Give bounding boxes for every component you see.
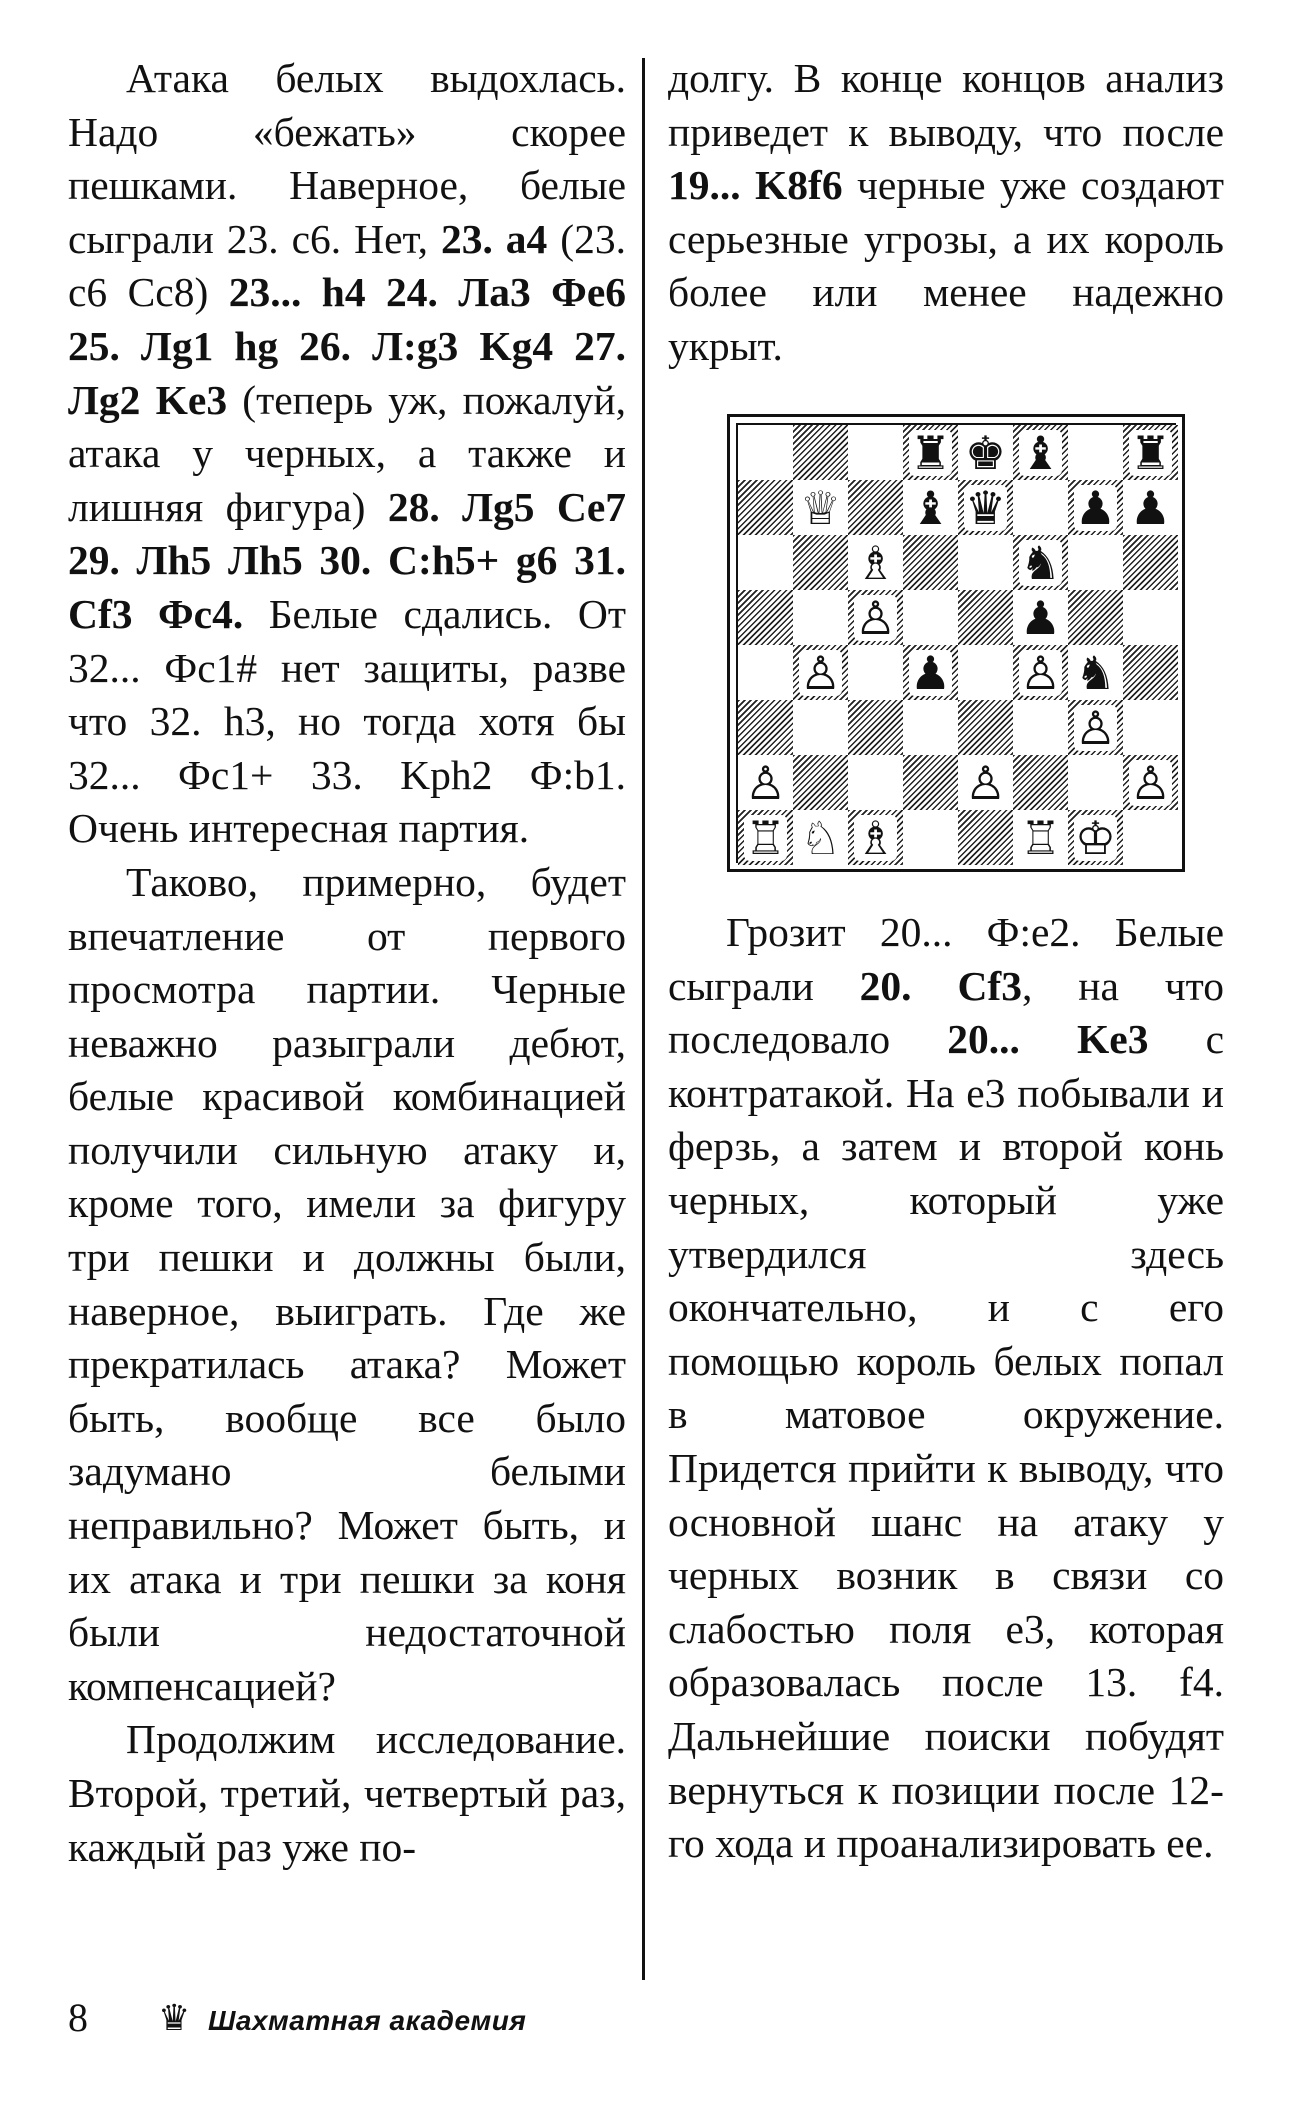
paragraph-analysis-conclusion [668, 52, 1224, 374]
square-g7 [1068, 480, 1123, 535]
square-b5 [793, 590, 848, 645]
chess-piece-icon: ♞ [1074, 645, 1117, 700]
square-f1 [1013, 810, 1068, 865]
square-c3 [848, 700, 903, 755]
square-d7 [903, 480, 958, 535]
move-notation: 23. a4 [440, 215, 548, 262]
square-c1 [848, 810, 903, 865]
page-number: 8 [68, 1995, 88, 2040]
chess-piece-icon: ♟ [909, 645, 952, 700]
chess-piece-icon: ♟ [1129, 480, 1172, 535]
square-c2 [848, 755, 903, 810]
left-column [68, 52, 626, 1874]
text-run: с контратакой. На e3 побывали и ферзь, а затем и второй конь черных, который уже утвердился здесь окончательно, и с его помощью король белых попал в матовое окружение. Придется прийти к выводу, что основной шанс на атаку у черных возник в связи со слабостью поля e3, которая образовалась после 13. f4. Дальнейшие поиски побудят вернуться к позиции после 12-го хода и проанализировать ее. [668, 1016, 1225, 1867]
square-a5 [738, 590, 793, 645]
square-e6 [958, 535, 1013, 590]
chess-piece-icon: ♘ [799, 810, 842, 865]
square-f4 [1013, 645, 1068, 700]
series-title: Шахматная академия [208, 2005, 527, 2036]
square-e2 [958, 755, 1013, 810]
square-g3 [1068, 700, 1123, 755]
square-h8 [1123, 425, 1178, 480]
square-a2 [738, 755, 793, 810]
chess-piece-icon: ♙ [1129, 755, 1172, 810]
chessboard [736, 423, 1176, 863]
square-g4 [1068, 645, 1123, 700]
text-run: Белые сдались. От 32... Фс1# нет защиты, разве что 32. h3, но тогда хотя бы 32... Фс1+ 33. Kph2 Ф:b1. Очень интересная партия. [68, 590, 626, 852]
square-d4 [903, 645, 958, 700]
text-run: Атака белых выдохлась. Надо «бежать» скорее пешками. Наверное, белые сыграли 23. c6. Нет, [68, 55, 626, 262]
square-b3 [793, 700, 848, 755]
chess-piece-icon: ♟ [1074, 480, 1117, 535]
right-column-top [668, 52, 1224, 374]
chess-piece-icon: ♛ [964, 480, 1007, 535]
square-f6 [1013, 535, 1068, 590]
text-run: Грозит 20... Ф:e2. Белые сыграли [668, 909, 1224, 1009]
paragraph-game-moves [68, 52, 626, 856]
chess-piece-icon: ♕ [799, 480, 842, 535]
chess-piece-icon: ♙ [854, 590, 897, 645]
square-f5 [1013, 590, 1068, 645]
chess-diagram [727, 414, 1185, 872]
move-notation: 20... Ke3 [947, 1016, 1149, 1063]
square-e1 [958, 810, 1013, 865]
chess-piece-icon: ♝ [1019, 425, 1062, 480]
square-a8 [738, 425, 793, 480]
square-e3 [958, 700, 1013, 755]
chess-piece-icon: ♜ [1129, 425, 1172, 480]
square-f2 [1013, 755, 1068, 810]
square-a3 [738, 700, 793, 755]
chess-piece-icon: ♔ [1074, 810, 1117, 865]
square-g2 [1068, 755, 1123, 810]
chess-piece-icon: ♚ [964, 425, 1007, 480]
square-d5 [903, 590, 958, 645]
page-footer [68, 1993, 768, 2053]
square-h3 [1123, 700, 1178, 755]
square-e7 [958, 480, 1013, 535]
square-b6 [793, 535, 848, 590]
chess-piece-icon: ♙ [799, 645, 842, 700]
chess-piece-icon: ♜ [909, 425, 952, 480]
square-h1 [1123, 810, 1178, 865]
square-d6 [903, 535, 958, 590]
square-f3 [1013, 700, 1068, 755]
chess-piece-icon: ♞ [1019, 535, 1062, 590]
square-e8 [958, 425, 1013, 480]
square-d3 [903, 700, 958, 755]
chess-piece-icon: ♙ [744, 755, 787, 810]
text-run: черные уже создают серьезные угрозы, а их король более или менее надежно укрыт. [668, 162, 1224, 369]
move-notation: 23... h4 24. Ла3 Фе6 25. Лg1 hg 26. Л:g3 Kg4 27. Лg2 Ke3 [68, 269, 626, 423]
square-d1 [903, 810, 958, 865]
chess-piece-icon: ♟ [1019, 590, 1062, 645]
square-b1 [793, 810, 848, 865]
square-c8 [848, 425, 903, 480]
paragraph-research: Продолжим исследование. Второй, третий, четвертый раз, каждый раз уже по- [68, 1716, 626, 1870]
square-e4 [958, 645, 1013, 700]
square-h6 [1123, 535, 1178, 590]
chess-piece-icon: ♖ [1019, 810, 1062, 865]
square-f8 [1013, 425, 1068, 480]
paragraph-threat [668, 906, 1224, 1871]
square-b2 [793, 755, 848, 810]
chess-piece-icon: ♖ [744, 810, 787, 865]
square-c4 [848, 645, 903, 700]
square-c6 [848, 535, 903, 590]
chess-piece-icon: ♗ [854, 535, 897, 590]
square-b7 [793, 480, 848, 535]
square-a7 [738, 480, 793, 535]
square-g8 [1068, 425, 1123, 480]
square-h5 [1123, 590, 1178, 645]
square-d8 [903, 425, 958, 480]
move-notation: 20. Cf3 [859, 962, 1022, 1009]
chess-piece-icon: ♙ [1074, 700, 1117, 755]
square-g1 [1068, 810, 1123, 865]
square-a1 [738, 810, 793, 865]
square-g6 [1068, 535, 1123, 590]
square-h2 [1123, 755, 1178, 810]
square-b8 [793, 425, 848, 480]
text-run: долгу. В конце концов анализ приведет к выводу, что после [668, 55, 1224, 155]
chess-piece-icon: ♙ [964, 755, 1007, 810]
square-g5 [1068, 590, 1123, 645]
move-notation: 28. Лg5 Ce7 29. Лh5 Лh5 30. C:h5+ g6 31. Cf3 Фс4. [68, 483, 626, 637]
square-d2 [903, 755, 958, 810]
square-h7 [1123, 480, 1178, 535]
move-notation: 19... K8f6 [668, 162, 843, 209]
chess-piece-icon: ♗ [854, 810, 897, 865]
square-a6 [738, 535, 793, 590]
square-c7 [848, 480, 903, 535]
text-run: , на что последовало [668, 962, 1224, 1063]
chess-piece-icon: ♝ [909, 480, 952, 535]
square-e5 [958, 590, 1013, 645]
square-f7 [1013, 480, 1068, 535]
square-c5 [848, 590, 903, 645]
chess-piece-icon: ♙ [1019, 645, 1062, 700]
square-a4 [738, 645, 793, 700]
column-divider [642, 58, 645, 1980]
crown-icon: ♛ [158, 1998, 191, 2039]
square-h4 [1123, 645, 1178, 700]
square-b4 [793, 645, 848, 700]
right-column-bottom [668, 906, 1224, 1871]
text-run: (23. c6 Cc8) [68, 215, 626, 316]
paragraph-impression: Таково, примерно, будет впечатление от первого просмотра партии. Черные неважно разыграли дебют, белые красивой комбинацией получили сильную атаку и, кроме того, имели за фигуру три пешки и должны были, наверное, выиграть. Где же прекратилась атака? Может быть, вообще все было задумано белыми неправильно? Может быть, и их атака и три пешки за коня были недостаточной компенсацией? [68, 858, 626, 1709]
text-run: (теперь уж, пожалуй, атака у черных, а также и лишняя фигура) [68, 376, 627, 530]
